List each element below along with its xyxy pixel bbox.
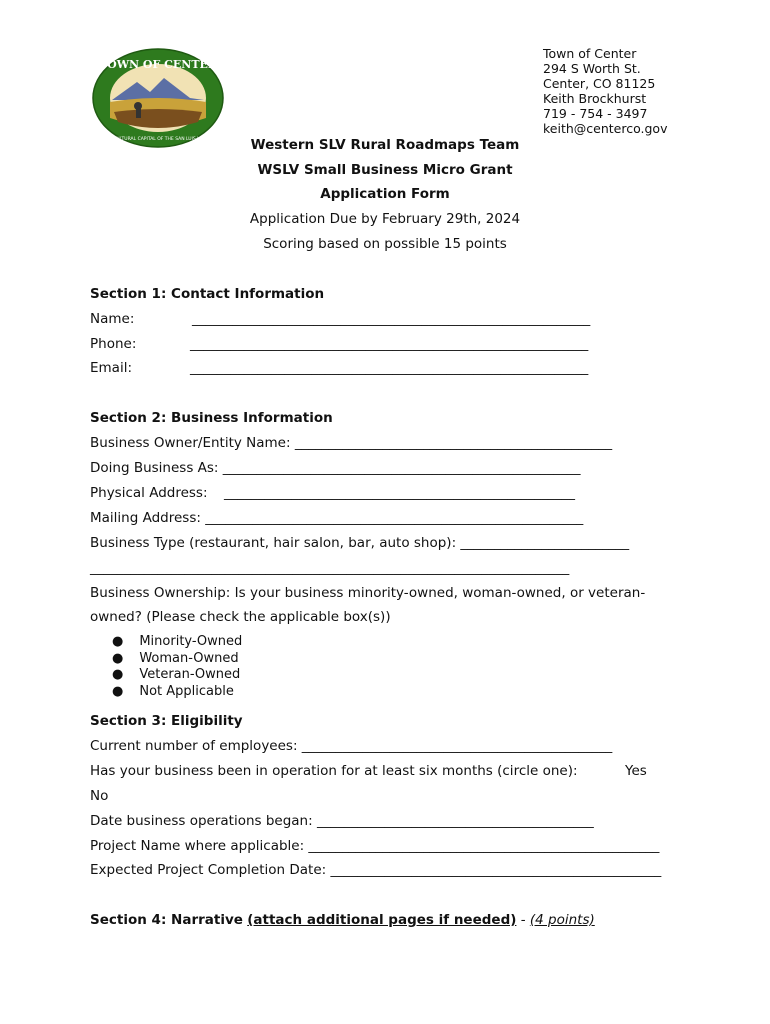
due-date-text: Application Due by February 29th, 2024 [249, 211, 521, 227]
phone-label: Phone: [90, 336, 137, 352]
completion-date-field[interactable]: Expected Project Completion Date: _________________________________________________ [90, 862, 662, 878]
owner-name-field[interactable]: Business Owner/Entity Name: _______________________________________________ [90, 435, 613, 451]
physical-address-field[interactable]: ____________________________________________________ [224, 485, 575, 501]
yes-option[interactable]: Yes [625, 763, 647, 779]
six-months-question: Has your business been in operation for at least six months (circle one): [90, 763, 578, 779]
form-title: Application Form [320, 186, 450, 202]
no-option[interactable]: No [90, 788, 109, 804]
ownership-option[interactable] [112, 684, 234, 699]
logo-subtitle: AGRICULTURAL CAPITAL OF THE SAN LUIS VALLEY [102, 137, 214, 142]
physical-address-label: Physical Address: [90, 485, 208, 501]
team-title: Western SLV Rural Roadmaps Team [250, 137, 520, 153]
ownership-option[interactable] [112, 651, 239, 666]
contact-line: Keith Brockhurst [543, 91, 647, 106]
contact-line: Center, CO 81125 [543, 76, 656, 91]
contact-line: 719 - 754 - 3497 [543, 106, 648, 121]
option-label: Minority-Owned [139, 634, 243, 649]
name-field[interactable]: ___________________________________________________________ [192, 311, 591, 327]
section3-title: Section 3: Eligibility [90, 713, 243, 729]
option-label: Not Applicable [139, 684, 234, 699]
project-name-field[interactable]: Project Name where applicable: ____________________________________________________ [90, 838, 660, 854]
scoring-text: Scoring based on possible 15 points [263, 236, 507, 252]
section4-title: Section 4: Narrative [90, 912, 243, 928]
business-type-field[interactable]: Business Type (restaurant, hair salon, bar, auto shop): _________________________ [90, 535, 630, 551]
date-began-field[interactable]: Date business operations began: _________________________________________ [90, 813, 594, 829]
bullet-icon: ● [112, 651, 124, 666]
mailing-address-field[interactable]: Mailing Address: ________________________________________________________ [90, 510, 584, 526]
section2-title: Section 2: Business Information [90, 410, 333, 426]
business-type-field-line2[interactable]: _______________________________________________________________________ [90, 560, 570, 576]
ownership-option[interactable] [112, 667, 240, 682]
ownership-question: Business Ownership: Is your business minority-owned, woman-owned, or veteran- [90, 585, 646, 601]
employees-field[interactable]: Current number of employees: ______________________________________________ [90, 738, 613, 754]
attach-note: (attach additional pages if needed) [247, 912, 517, 928]
name-label: Name: [90, 311, 135, 327]
contact-email: keith@centerco.gov [543, 121, 668, 136]
email-field[interactable]: ___________________________________________________________ [190, 360, 589, 376]
ownership-option[interactable] [112, 634, 242, 649]
ownership-question-cont: owned? (Please check the applicable box(s)) [90, 609, 391, 625]
option-label: Woman-Owned [139, 651, 239, 666]
phone-field[interactable]: ___________________________________________________________ [190, 336, 589, 352]
email-label: Email: [90, 360, 133, 376]
bullet-icon: ● [112, 634, 124, 649]
contact-line: 294 S Worth St. [543, 61, 641, 76]
logo-title: TOWN OF CENTER [98, 58, 218, 71]
contact-block [543, 46, 667, 136]
bullet-icon: ● [112, 667, 124, 682]
bullet-icon: ● [112, 684, 124, 699]
option-label: Veteran-Owned [139, 667, 241, 682]
contact-line: Town of Center [543, 46, 637, 61]
points-note: (4 points) [529, 912, 595, 928]
dash: - [520, 912, 526, 928]
dba-field[interactable]: Doing Business As: _____________________________________________________ [90, 460, 581, 476]
section4-heading [90, 912, 595, 928]
grant-title: WSLV Small Business Micro Grant [257, 162, 513, 178]
town-of-center-logo [92, 48, 224, 148]
section1-title: Section 1: Contact Information [90, 286, 325, 302]
